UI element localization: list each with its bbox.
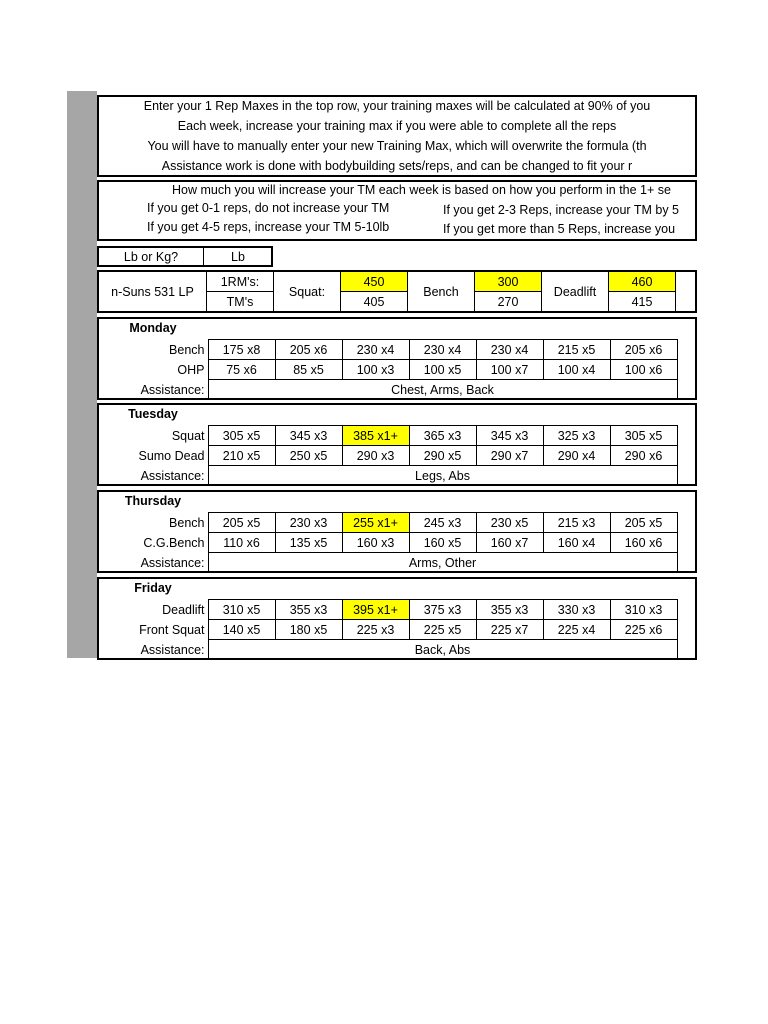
lift-row <box>98 446 677 466</box>
set-cell: 205 x5 <box>208 513 275 533</box>
set-cell: 305 x5 <box>208 426 275 446</box>
lift-name: Bench <box>169 342 205 357</box>
assistance-value[interactable]: Legs, Abs <box>208 466 677 486</box>
set-cell: 290 x4 <box>543 446 610 466</box>
set-cell: 375 x3 <box>409 600 476 620</box>
set-cell: 355 x3 <box>476 600 543 620</box>
assistance-value[interactable]: Chest, Arms, Back <box>208 380 677 400</box>
workout-table <box>98 339 678 400</box>
day-block-friday <box>97 577 697 660</box>
spreadsheet-area <box>97 91 697 661</box>
rm-label: 1RM's: <box>207 272 274 292</box>
set-cell: 160 x4 <box>543 533 610 553</box>
set-cell: 100 x6 <box>610 360 677 380</box>
rule-0-1-reps: If you get 0-1 reps, do not increase your TM <box>147 201 390 215</box>
set-cell: 160 x5 <box>409 533 476 553</box>
set-cell: 100 x5 <box>409 360 476 380</box>
assistance-row <box>98 553 677 573</box>
set-cell: 290 x7 <box>476 446 543 466</box>
set-cell: 110 x6 <box>208 533 275 553</box>
set-cell: 230 x3 <box>275 513 342 533</box>
day-title: Tuesday <box>128 407 178 421</box>
assistance-row <box>98 380 677 400</box>
units-box <box>97 246 273 267</box>
info-line-2: Each week, increase your training max if you were able to complete all the reps <box>177 119 617 133</box>
lift-name: Sumo Dead <box>138 448 205 463</box>
lift-row <box>98 426 677 446</box>
set-cell: 205 x5 <box>610 513 677 533</box>
set-cell: 355 x3 <box>275 600 342 620</box>
lift-name: Front Squat <box>139 622 205 637</box>
maxes-box <box>97 270 697 313</box>
set-cell: 345 x3 <box>275 426 342 446</box>
squat-tm: 405 <box>341 292 408 311</box>
program-name: n-Suns 531 LP <box>99 272 207 311</box>
set-cell: 230 x5 <box>476 513 543 533</box>
set-cell: 160 x6 <box>610 533 677 553</box>
set-cell: 135 x5 <box>275 533 342 553</box>
set-cell: 230 x4 <box>409 340 476 360</box>
set-cell: 250 x5 <box>275 446 342 466</box>
set-cell: 100 x3 <box>342 360 409 380</box>
lift-name: Deadlift <box>162 602 205 617</box>
lift-name: Squat <box>171 428 205 443</box>
workout-table <box>98 599 678 660</box>
set-cell: 100 x4 <box>543 360 610 380</box>
deadlift-label: Deadlift <box>542 272 609 311</box>
assistance-label: Assistance: <box>140 468 205 483</box>
set-cell: 365 x3 <box>409 426 476 446</box>
day-title: Friday <box>134 581 172 595</box>
set-cell: 75 x6 <box>208 360 275 380</box>
deadlift-tm: 415 <box>609 292 676 311</box>
set-cell: 230 x4 <box>342 340 409 360</box>
lift-name: C.G.Bench <box>143 535 205 550</box>
lift-row <box>98 340 677 360</box>
squat-label: Squat: <box>274 272 341 311</box>
set-cell: 245 x3 <box>409 513 476 533</box>
set-cell: 215 x5 <box>543 340 610 360</box>
amrap-set-cell: 395 x1+ <box>342 600 409 620</box>
squat-1rm-input[interactable]: 450 <box>341 272 408 292</box>
instructions-box <box>97 95 697 177</box>
bench-1rm-input[interactable]: 300 <box>475 272 542 292</box>
set-cell: 290 x3 <box>342 446 409 466</box>
tm-label: TM's <box>207 292 274 311</box>
units-value[interactable]: Lb <box>231 249 245 264</box>
lift-name: OHP <box>177 362 205 377</box>
day-block-monday <box>97 317 697 400</box>
set-cell: 225 x3 <box>342 620 409 640</box>
lift-row <box>98 533 677 553</box>
amrap-set-cell: 385 x1+ <box>342 426 409 446</box>
set-cell: 180 x5 <box>275 620 342 640</box>
set-cell: 310 x5 <box>208 600 275 620</box>
set-cell: 310 x3 <box>610 600 677 620</box>
lift-row <box>98 360 677 380</box>
progression-box <box>97 180 697 241</box>
set-cell: 205 x6 <box>610 340 677 360</box>
info-line-3: You will have to manually enter your new Training Max, which will overwrite the formula (th <box>147 139 647 153</box>
info-line-1: Enter your 1 Rep Maxes in the top row, your training maxes will be calculated at 90% of you <box>143 99 651 113</box>
set-cell: 205 x6 <box>275 340 342 360</box>
progression-heading: How much you will increase your TM each week is based on how you perform in the 1+ se <box>172 183 671 197</box>
lift-row <box>98 513 677 533</box>
set-cell: 85 x5 <box>275 360 342 380</box>
rule-2-3-reps: If you get 2-3 Reps, increase your TM by 5 <box>443 203 679 217</box>
set-cell: 160 x7 <box>476 533 543 553</box>
day-block-thursday <box>97 490 697 573</box>
lift-row <box>98 600 677 620</box>
sheet-left-margin <box>67 91 97 658</box>
set-cell: 305 x5 <box>610 426 677 446</box>
set-cell: 290 x6 <box>610 446 677 466</box>
info-line-4: Assistance work is done with bodybuilding sets/reps, and can be changed to fit your r <box>161 159 633 173</box>
lift-name: Bench <box>169 515 205 530</box>
rule-4-5-reps: If you get 4-5 reps, increase your TM 5-10lb <box>147 220 390 234</box>
amrap-set-cell: 255 x1+ <box>342 513 409 533</box>
assistance-value[interactable]: Back, Abs <box>208 640 677 660</box>
set-cell: 290 x5 <box>409 446 476 466</box>
set-cell: 160 x3 <box>342 533 409 553</box>
assistance-row <box>98 466 677 486</box>
set-cell: 100 x7 <box>476 360 543 380</box>
set-cell: 230 x4 <box>476 340 543 360</box>
workout-table <box>98 425 678 486</box>
deadlift-1rm-input[interactable]: 460 <box>609 272 676 292</box>
set-cell: 215 x3 <box>543 513 610 533</box>
assistance-value[interactable]: Arms, Other <box>208 553 677 573</box>
set-cell: 345 x3 <box>476 426 543 446</box>
set-cell: 330 x3 <box>543 600 610 620</box>
rule-more-5-reps: If you get more than 5 Reps, increase you <box>443 222 676 236</box>
day-title: Monday <box>129 321 177 335</box>
set-cell: 210 x5 <box>208 446 275 466</box>
assistance-label: Assistance: <box>140 555 205 570</box>
assistance-row <box>98 640 677 660</box>
assistance-label: Assistance: <box>140 382 205 397</box>
set-cell: 225 x5 <box>409 620 476 640</box>
bench-label: Bench <box>408 272 475 311</box>
lift-row <box>98 620 677 640</box>
day-title: Thursday <box>124 494 182 508</box>
set-cell: 225 x6 <box>610 620 677 640</box>
set-cell: 225 x7 <box>476 620 543 640</box>
assistance-label: Assistance: <box>140 642 205 657</box>
bench-tm: 270 <box>475 292 542 311</box>
set-cell: 175 x8 <box>208 340 275 360</box>
units-label: Lb or Kg? <box>99 248 204 265</box>
set-cell: 140 x5 <box>208 620 275 640</box>
set-cell: 225 x4 <box>543 620 610 640</box>
workout-table <box>98 512 678 573</box>
day-block-tuesday <box>97 403 697 486</box>
set-cell: 325 x3 <box>543 426 610 446</box>
